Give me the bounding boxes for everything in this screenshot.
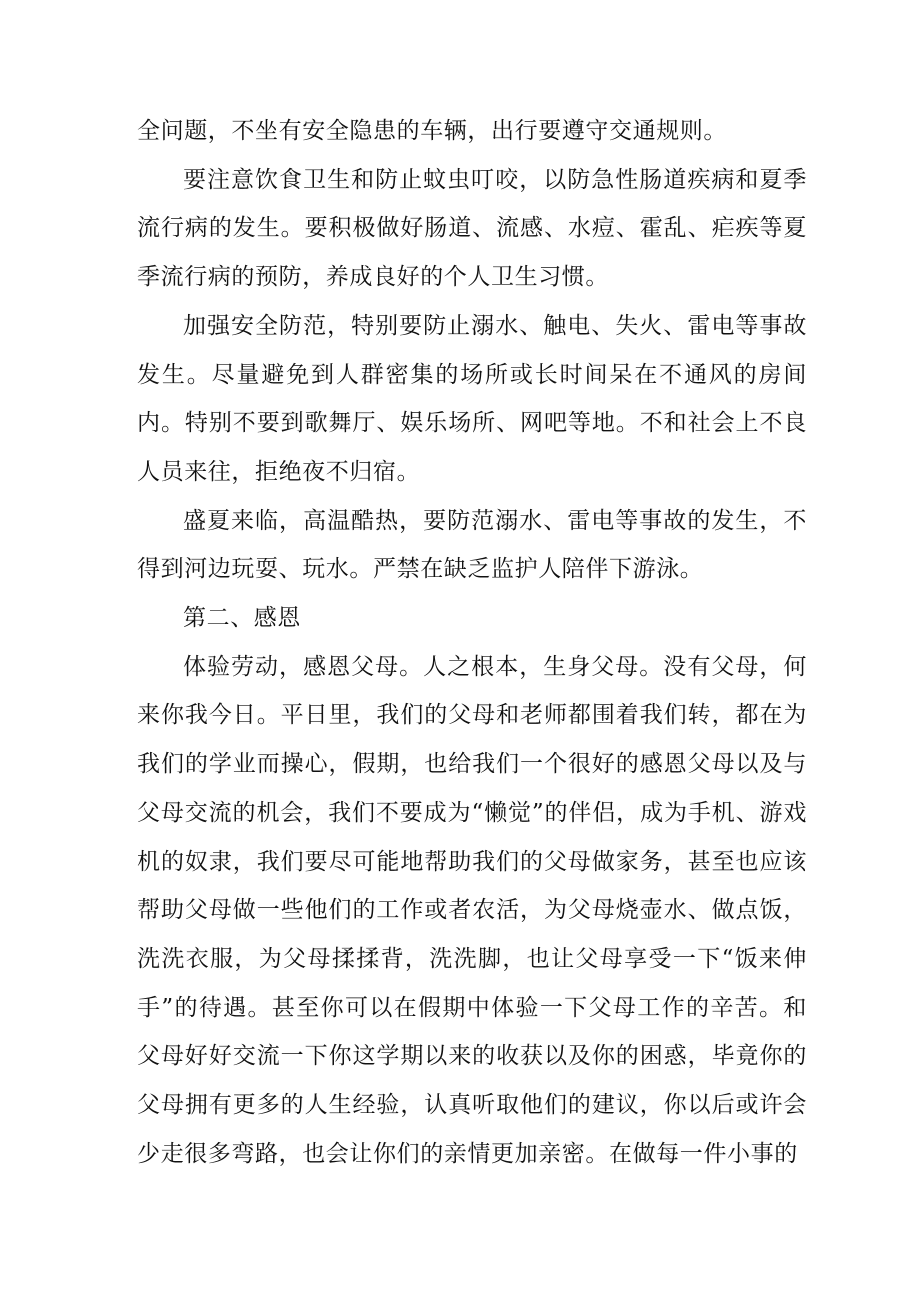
paragraph-safety-precautions: 加强安全防范，特别要防止溺水、触电、失火、雷电等事故发生。尽量避免到人群密集的场所或长时间呆在不通风的房间内。特别不要到歌舞厅、娱乐场所、网吧等地。不和社会上不良人员来往，拒绝夜不归宿。 xyxy=(137,312,807,485)
paragraph-gratitude-parents: 体验劳动，感恩父母。人之根本，生身父母。没有父母，何来你我今日。平日里，我们的父母和老师都围着我们转，都在为我们的学业而操心，假期，也给我们一个很好的感恩父母以及与父母交流的机会，我们不要成为“懒觉”的伴侣，成为手机、游戏机的奴隶，我们要尽可能地帮助我们的父母做家务，甚至也应该帮助父母做一些他们的工作或者农活，为父母烧壶水、做点饭，洗洗衣服，为父母揉揉背，洗洗脚，也让父母享受一下“饭来伸手”的待遇。甚至你可以在假期中体验一下父母工作的辛苦。和父母好好交流一下你这学期以来的收获以及你的困惑，毕竟你的父母拥有更多的人生经验，认真听取他们的建议，你以后或许会少走很多弯路，也会让你们的亲情更加亲密。在做每一件小事的 xyxy=(137,653,807,1167)
paragraph-summer-drowning: 盛夏来临，高温酷热，要防范溺水、雷电等事故的发生，不得到河边玩耍、玩水。严禁在缺乏监护人陪伴下游泳。 xyxy=(137,507,807,583)
section-heading-gratitude: 第二、感恩 xyxy=(183,605,301,632)
paragraph-continued: 全问题，不坐有安全隐患的车辆，出行要遵守交通规则。 xyxy=(137,118,727,144)
document-body xyxy=(137,107,807,1178)
paragraph-food-hygiene: 要注意饮食卫生和防止蚊虫叮咬，以防急性肠道疾病和夏季流行病的发生。要积极做好肠道、流感、水痘、霍乱、疟疾等夏季流行病的预防，养成良好的个人卫生习惯。 xyxy=(137,166,807,291)
